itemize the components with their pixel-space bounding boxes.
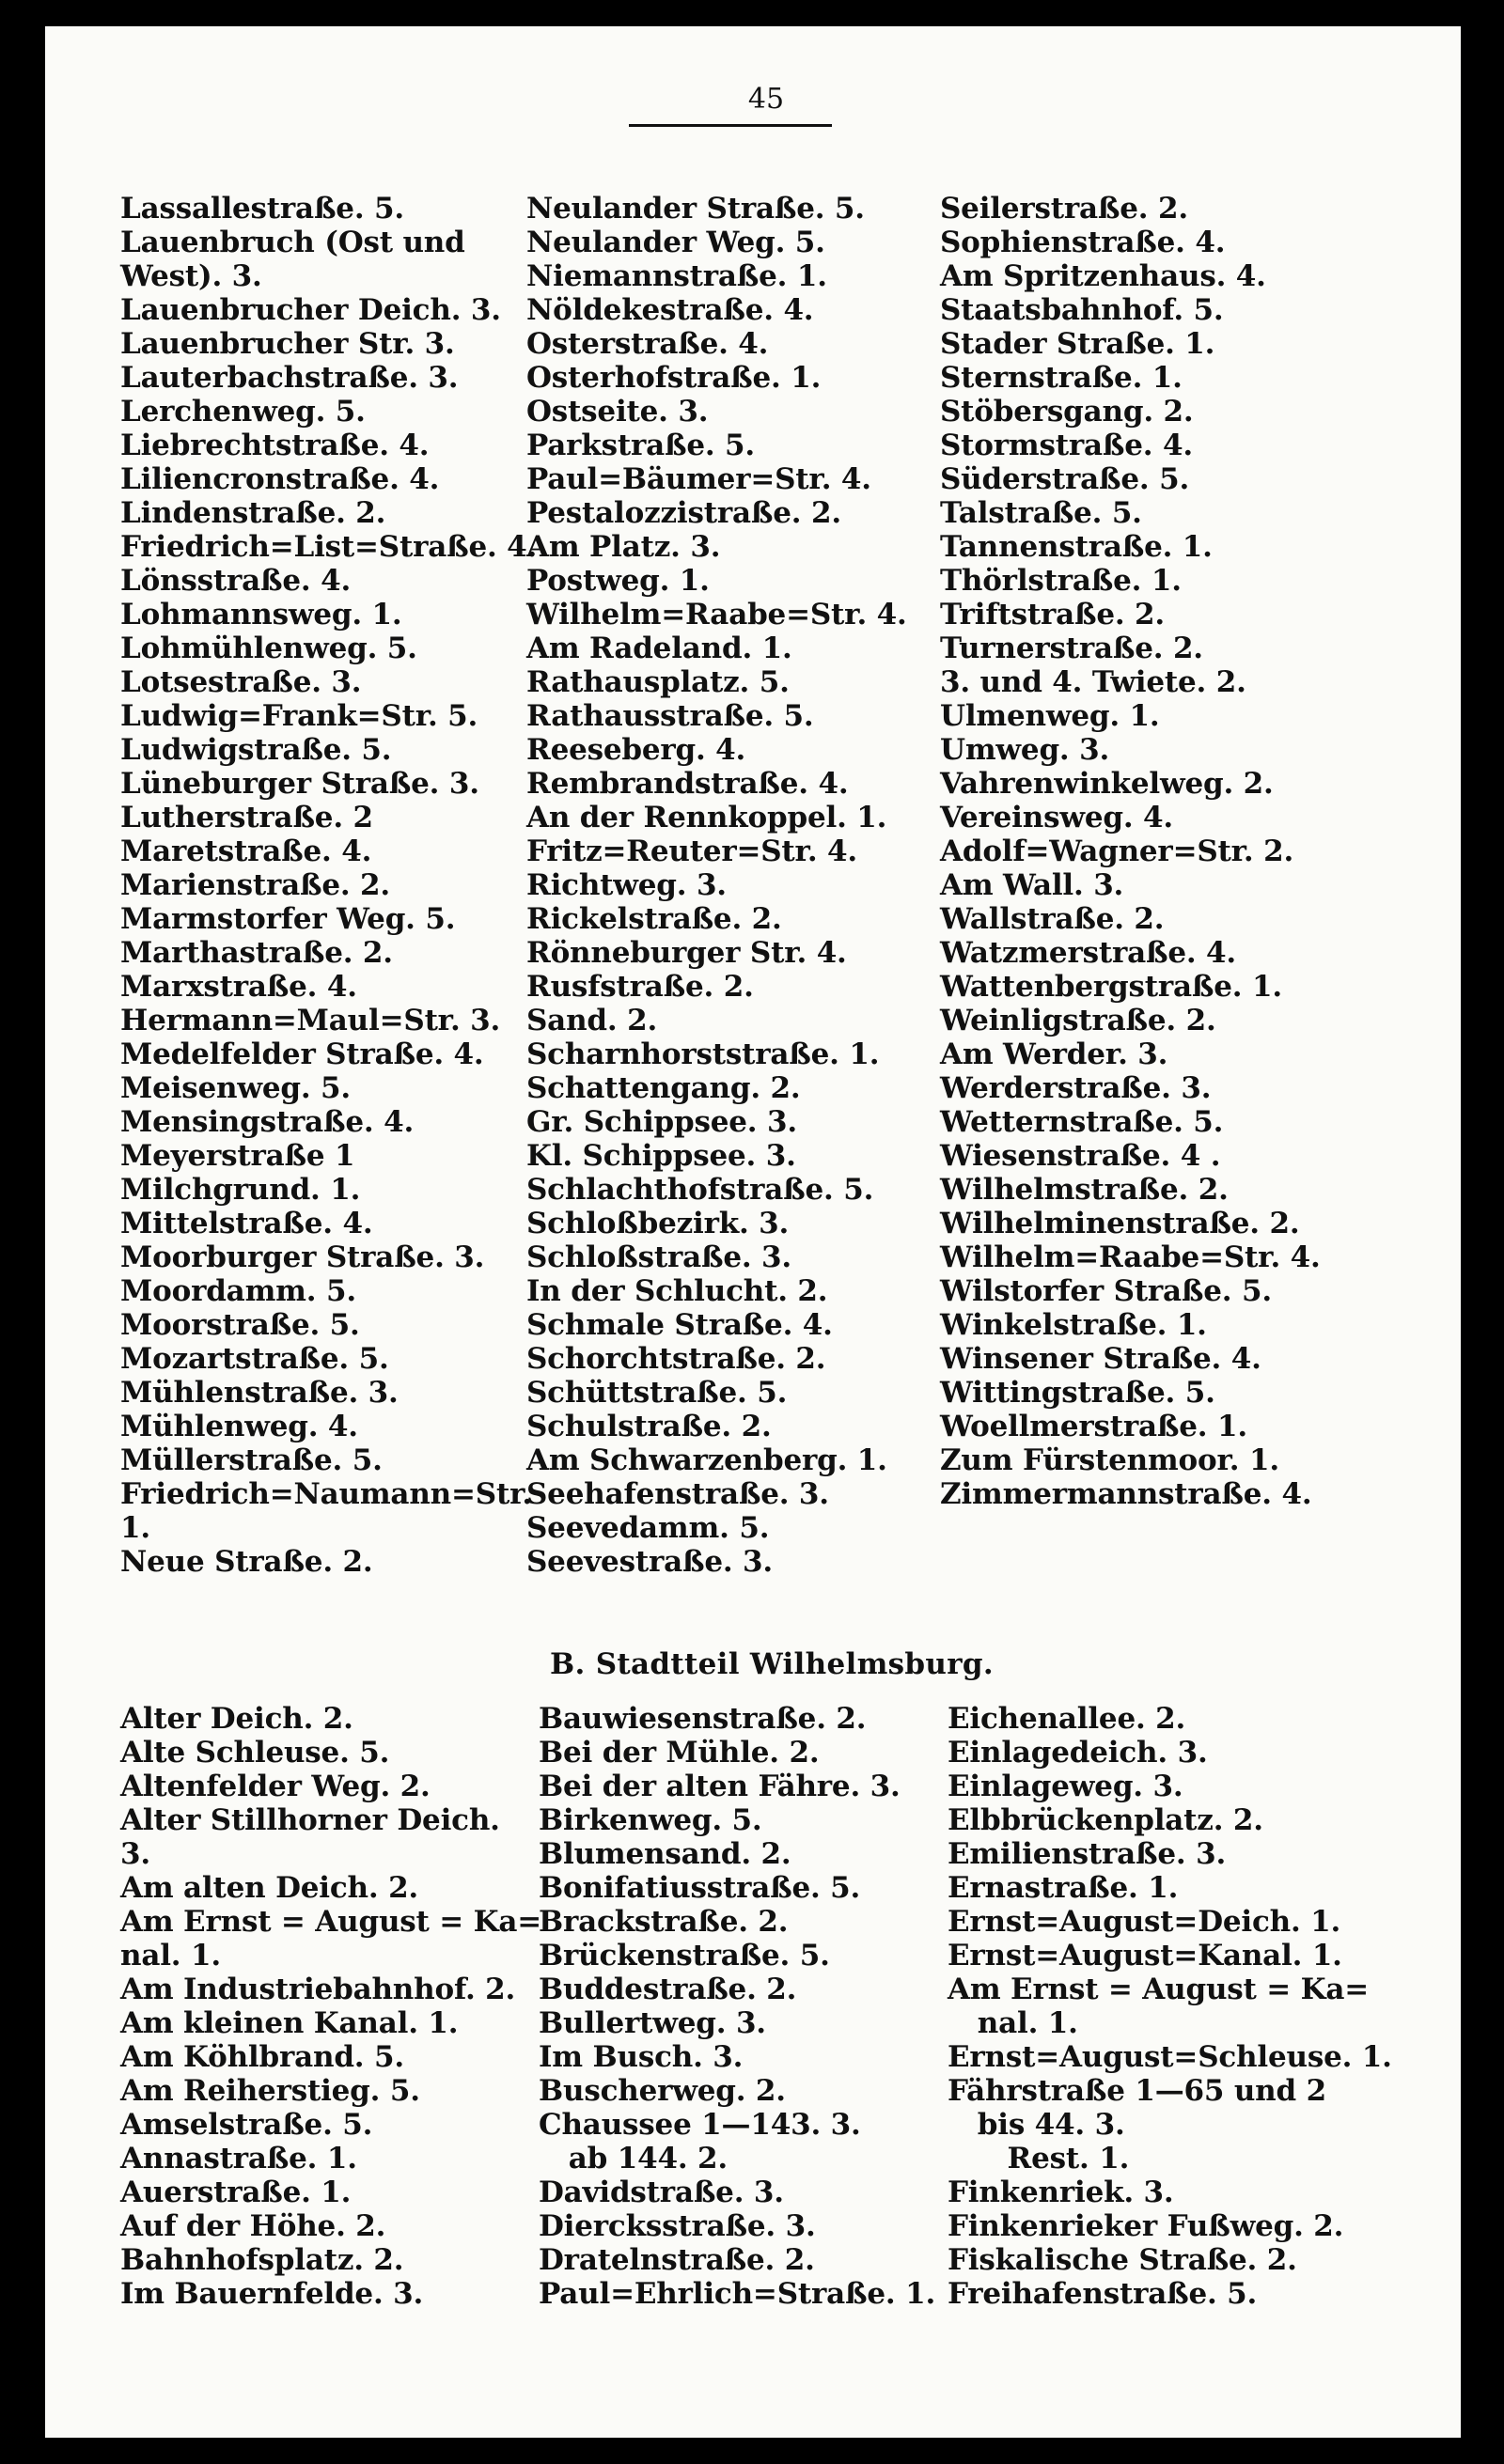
street-entry: Wilhelm=Raabe=Str. 4. bbox=[526, 598, 907, 632]
street-entry: Moorstraße. 5. bbox=[120, 1308, 360, 1342]
street-entry: Bauwiesenstraße. 2. bbox=[539, 1702, 867, 1736]
street-entry: Kl. Schippsee. 3. bbox=[526, 1139, 796, 1173]
street-entry: Rusfstraße. 2. bbox=[526, 970, 754, 1004]
street-entry: Meyerstraße 1 bbox=[120, 1139, 355, 1173]
street-entry: bis 44. 3. bbox=[948, 2108, 1125, 2142]
street-entry: Liebrechtstraße. 4. bbox=[120, 429, 430, 462]
street-entry: nal. 1. bbox=[948, 2006, 1078, 2040]
book-page bbox=[45, 26, 1461, 2438]
street-entry: Vahrenwinkelweg. 2. bbox=[940, 767, 1274, 801]
street-entry: Winsener Straße. 4. bbox=[940, 1342, 1261, 1376]
street-entry: Lönsstraße. 4. bbox=[120, 564, 352, 598]
street-entry: Osterstraße. 4. bbox=[526, 327, 769, 361]
street-entry: Lohmannsweg. 1. bbox=[120, 598, 402, 632]
street-entry: Lassallestraße. 5. bbox=[120, 192, 404, 226]
street-entry: Müllerstraße. 5. bbox=[120, 1443, 383, 1477]
street-entry: In der Schlucht. 2. bbox=[526, 1274, 828, 1308]
street-entry: Bahnhofsplatz. 2. bbox=[120, 2243, 404, 2277]
street-entry: Altenfelder Weg. 2. bbox=[120, 1770, 431, 1803]
street-entry: ab 144. 2. bbox=[539, 2142, 728, 2175]
street-entry: nal. 1. bbox=[120, 1939, 221, 1973]
street-entry: Watzmerstraße. 4. bbox=[940, 936, 1237, 970]
street-entry: Ernst=August=Deich. 1. bbox=[948, 1905, 1341, 1939]
street-entry: Lauenbrucher Str. 3. bbox=[120, 327, 455, 361]
street-entry: Mittelstraße. 4. bbox=[120, 1207, 373, 1240]
street-entry: Diercksstraße. 3. bbox=[539, 2209, 816, 2243]
street-entry: Schorchtstraße. 2. bbox=[526, 1342, 826, 1376]
street-entry: Schulstraße. 2. bbox=[526, 1410, 772, 1443]
street-entry: Blumensand. 2. bbox=[539, 1837, 791, 1871]
street-entry: Tannenstraße. 1. bbox=[940, 530, 1213, 564]
page-number-rule bbox=[629, 124, 832, 127]
street-entry: Wallstraße. 2. bbox=[940, 902, 1165, 936]
street-entry: Parkstraße. 5. bbox=[526, 429, 755, 462]
street-entry: Ernst=August=Schleuse. 1. bbox=[948, 2040, 1392, 2074]
street-entry: Ulmenweg. 1. bbox=[940, 699, 1160, 733]
street-entry: Am Spritzenhaus. 4. bbox=[940, 259, 1266, 293]
street-entry: Schmale Straße. 4. bbox=[526, 1308, 833, 1342]
street-entry: Bonifatiusstraße. 5. bbox=[539, 1871, 861, 1905]
street-entry: Fiskalische Straße. 2. bbox=[948, 2243, 1297, 2277]
street-entry: 1. bbox=[120, 1511, 150, 1545]
street-entry: Werderstraße. 3. bbox=[940, 1071, 1212, 1105]
section-a-column-3 bbox=[940, 192, 1429, 1511]
street-entry: Weinligstraße. 2. bbox=[940, 1004, 1216, 1037]
street-entry: Vereinsweg. 4. bbox=[940, 801, 1173, 834]
street-entry: Am Köhlbrand. 5. bbox=[120, 2040, 404, 2074]
street-entry: Hermann=Maul=Str. 3. bbox=[120, 1004, 501, 1037]
section-heading-wilhelmsburg: B. Stadtteil Wilhelmsburg. bbox=[550, 1647, 994, 1681]
street-entry: Im Bauernfelde. 3. bbox=[120, 2277, 424, 2311]
street-entry: Rest. 1. bbox=[948, 2142, 1130, 2175]
street-entry: Reeseberg. 4. bbox=[526, 733, 746, 767]
street-entry: Turnerstraße. 2. bbox=[940, 632, 1203, 665]
section-a-column-2 bbox=[526, 192, 978, 1579]
street-entry: Einlagedeich. 3. bbox=[948, 1736, 1208, 1770]
street-entry: Freihafenstraße. 5. bbox=[948, 2277, 1258, 2311]
street-entry: Lauenbrucher Deich. 3. bbox=[120, 293, 501, 327]
street-entry: Ernastraße. 1. bbox=[948, 1871, 1179, 1905]
street-entry: Lutherstraße. 2 bbox=[120, 801, 373, 834]
street-entry: Wattenbergstraße. 1. bbox=[940, 970, 1282, 1004]
street-entry: Wetternstraße. 5. bbox=[940, 1105, 1224, 1139]
street-entry: Zimmermannstraße. 4. bbox=[940, 1477, 1312, 1511]
street-entry: Alter Stillhorner Deich. bbox=[120, 1803, 500, 1837]
street-entry: Richtweg. 3. bbox=[526, 868, 727, 902]
street-entry: Wittingstraße. 5. bbox=[940, 1376, 1215, 1410]
street-entry: Moordamm. 5. bbox=[120, 1274, 356, 1308]
street-entry: Zum Fürstenmoor. 1. bbox=[940, 1443, 1279, 1477]
street-entry: Brückenstraße. 5. bbox=[539, 1939, 830, 1973]
section-b-column-1 bbox=[120, 1702, 543, 2311]
street-entry: Scharnhorststraße. 1. bbox=[526, 1037, 880, 1071]
street-entry: Emilienstraße. 3. bbox=[948, 1837, 1227, 1871]
street-entry: Thörlstraße. 1. bbox=[940, 564, 1182, 598]
street-entry: Marthastraße. 2. bbox=[120, 936, 393, 970]
street-entry: Medelfelder Straße. 4. bbox=[120, 1037, 484, 1071]
street-entry: Elbbrückenplatz. 2. bbox=[948, 1803, 1263, 1837]
street-entry: Birkenweg. 5. bbox=[539, 1803, 762, 1837]
street-entry: Winkelstraße. 1. bbox=[940, 1308, 1207, 1342]
street-entry: Schloßbezirk. 3. bbox=[526, 1207, 790, 1240]
street-entry: Davidstraße. 3. bbox=[539, 2175, 784, 2209]
street-entry: Postweg. 1. bbox=[526, 564, 710, 598]
street-entry: Am Reiherstieg. 5. bbox=[120, 2074, 420, 2108]
street-entry: Am alten Deich. 2. bbox=[120, 1871, 419, 1905]
street-entry: Bullertweg. 3. bbox=[539, 2006, 766, 2040]
street-entry: Marxstraße. 4. bbox=[120, 970, 357, 1004]
street-entry: Lindenstraße. 2. bbox=[120, 496, 386, 530]
street-entry: Schloßstraße. 3. bbox=[526, 1240, 792, 1274]
section-a-column-1 bbox=[120, 192, 543, 1579]
street-entry: Ludwigstraße. 5. bbox=[120, 733, 392, 767]
street-entry: Seehafenstraße. 3. bbox=[526, 1477, 829, 1511]
street-entry: West). 3. bbox=[120, 259, 262, 293]
street-entry: Mühlenstraße. 3. bbox=[120, 1376, 399, 1410]
street-entry: Lohmühlenweg. 5. bbox=[120, 632, 417, 665]
street-entry: Lerchenweg. 5. bbox=[120, 395, 366, 429]
street-entry: Wilstorfer Straße. 5. bbox=[940, 1274, 1272, 1308]
street-entry: Woellmerstraße. 1. bbox=[940, 1410, 1247, 1443]
street-entry: Auf der Höhe. 2. bbox=[120, 2209, 386, 2243]
street-entry: Rathausstraße. 5. bbox=[526, 699, 814, 733]
street-entry: Umweg. 3. bbox=[940, 733, 1110, 767]
street-entry: Niemannstraße. 1. bbox=[526, 259, 827, 293]
street-entry: Bei der Mühle. 2. bbox=[539, 1736, 820, 1770]
street-entry: Ludwig=Frank=Str. 5. bbox=[120, 699, 478, 733]
street-entry: Dratelnstraße. 2. bbox=[539, 2243, 815, 2277]
street-entry: Chaussee 1—143. 3. bbox=[539, 2108, 861, 2142]
street-entry: Schlachthofstraße. 5. bbox=[526, 1173, 874, 1207]
street-entry: Im Busch. 3. bbox=[539, 2040, 744, 2074]
street-entry: Finkenrieker Fußweg. 2. bbox=[948, 2209, 1344, 2243]
street-entry: Nöldekestraße. 4. bbox=[526, 293, 814, 327]
street-entry: Stormstraße. 4. bbox=[940, 429, 1193, 462]
street-entry: Mozartstraße. 5. bbox=[120, 1342, 389, 1376]
page-number: 45 bbox=[747, 83, 785, 116]
street-entry: Triftstraße. 2. bbox=[940, 598, 1165, 632]
street-entry: Lüneburger Straße. 3. bbox=[120, 767, 479, 801]
street-entry: Adolf=Wagner=Str. 2. bbox=[940, 834, 1294, 868]
street-entry: Rathausplatz. 5. bbox=[526, 665, 790, 699]
section-b-column-2 bbox=[539, 1702, 980, 2311]
street-entry: Ostseite. 3. bbox=[526, 395, 709, 429]
street-entry: Stöbersgang. 2. bbox=[940, 395, 1194, 429]
street-entry: Stader Straße. 1. bbox=[940, 327, 1215, 361]
street-entry: Eichenallee. 2. bbox=[948, 1702, 1186, 1736]
street-entry: Finkenriek. 3. bbox=[948, 2175, 1174, 2209]
street-entry: Neue Straße. 2. bbox=[120, 1545, 373, 1579]
street-entry: Süderstraße. 5. bbox=[940, 462, 1190, 496]
street-entry: Rickelstraße. 2. bbox=[526, 902, 782, 936]
street-entry: Seevestraße. 3. bbox=[526, 1545, 773, 1579]
street-entry: Neulander Weg. 5. bbox=[526, 226, 825, 259]
street-entry: Seevedamm. 5. bbox=[526, 1511, 770, 1545]
street-entry: Wilhelminenstraße. 2. bbox=[940, 1207, 1300, 1240]
street-entry: Paul=Ehrlich=Straße. 1. bbox=[539, 2277, 936, 2311]
street-entry: Wilhelmstraße. 2. bbox=[940, 1173, 1229, 1207]
street-entry: Am Industriebahnhof. 2. bbox=[120, 1973, 516, 2006]
street-entry: Moorburger Straße. 3. bbox=[120, 1240, 485, 1274]
street-entry: Am kleinen Kanal. 1. bbox=[120, 2006, 459, 2040]
street-entry: Wilhelm=Raabe=Str. 4. bbox=[940, 1240, 1321, 1274]
street-entry: Amselstraße. 5. bbox=[120, 2108, 373, 2142]
street-entry: Schüttstraße. 5. bbox=[526, 1376, 788, 1410]
street-entry: Fährstraße 1—65 und 2 bbox=[948, 2074, 1326, 2108]
street-entry: 3. bbox=[120, 1837, 150, 1871]
street-entry: Mühlenweg. 4. bbox=[120, 1410, 358, 1443]
street-entry: Buddestraße. 2. bbox=[539, 1973, 797, 2006]
street-entry: Am Ernst = August = Ka= bbox=[120, 1905, 542, 1939]
street-entry: Bei der alten Fähre. 3. bbox=[539, 1770, 901, 1803]
street-entry: Sand. 2. bbox=[526, 1004, 658, 1037]
street-entry: Sternstraße. 1. bbox=[940, 361, 1183, 395]
street-entry: Friedrich=List=Straße. 4. bbox=[120, 530, 538, 564]
street-entry: Annastraße. 1. bbox=[120, 2142, 357, 2175]
street-entry: An der Rennkoppel. 1. bbox=[526, 801, 887, 834]
street-entry: Brackstraße. 2. bbox=[539, 1905, 789, 1939]
street-entry: Lauenbruch (Ost und bbox=[120, 226, 465, 259]
street-entry: Auerstraße. 1. bbox=[120, 2175, 352, 2209]
street-entry: Einlageweg. 3. bbox=[948, 1770, 1183, 1803]
street-entry: Liliencronstraße. 4. bbox=[120, 462, 440, 496]
street-entry: Meisenweg. 5. bbox=[120, 1071, 351, 1105]
street-entry: Seilerstraße. 2. bbox=[940, 192, 1188, 226]
street-entry: Fritz=Reuter=Str. 4. bbox=[526, 834, 857, 868]
street-entry: Neulander Straße. 5. bbox=[526, 192, 865, 226]
street-entry: Alte Schleuse. 5. bbox=[120, 1736, 390, 1770]
street-entry: Alter Deich. 2. bbox=[120, 1702, 353, 1736]
street-entry: Lauterbachstraße. 3. bbox=[120, 361, 459, 395]
street-entry: Ernst=August=Kanal. 1. bbox=[948, 1939, 1342, 1973]
street-entry: Milchgrund. 1. bbox=[120, 1173, 361, 1207]
street-entry: Pestalozzistraße. 2. bbox=[526, 496, 841, 530]
street-entry: Friedrich=Naumann=Str. bbox=[120, 1477, 532, 1511]
street-entry: Marmstorfer Weg. 5. bbox=[120, 902, 456, 936]
street-entry: Mensingstraße. 4. bbox=[120, 1105, 415, 1139]
street-entry: Am Wall. 3. bbox=[940, 868, 1124, 902]
street-entry: Gr. Schippsee. 3. bbox=[526, 1105, 797, 1139]
street-entry: Wiesenstraße. 4 . bbox=[940, 1139, 1221, 1173]
street-entry: Am Radeland. 1. bbox=[526, 632, 792, 665]
street-entry: Am Platz. 3. bbox=[526, 530, 721, 564]
street-entry: Am Werder. 3. bbox=[940, 1037, 1168, 1071]
street-entry: 3. und 4. Twiete. 2. bbox=[940, 665, 1246, 699]
street-entry: Paul=Bäumer=Str. 4. bbox=[526, 462, 871, 496]
street-entry: Osterhofstraße. 1. bbox=[526, 361, 822, 395]
street-entry: Schattengang. 2. bbox=[526, 1071, 801, 1105]
street-entry: Staatsbahnhof. 5. bbox=[940, 293, 1224, 327]
street-entry: Rembrandstraße. 4. bbox=[526, 767, 849, 801]
street-entry: Marienstraße. 2. bbox=[120, 868, 390, 902]
street-entry: Rönneburger Str. 4. bbox=[526, 936, 847, 970]
street-entry: Lotsestraße. 3. bbox=[120, 665, 362, 699]
street-entry: Sophienstraße. 4. bbox=[940, 226, 1226, 259]
street-entry: Am Schwarzenberg. 1. bbox=[526, 1443, 887, 1477]
section-b-column-3 bbox=[948, 1702, 1436, 2311]
street-entry: Buscherweg. 2. bbox=[539, 2074, 786, 2108]
street-entry: Am Ernst = August = Ka= bbox=[948, 1973, 1370, 2006]
street-entry: Talstraße. 5. bbox=[940, 496, 1142, 530]
street-entry: Maretstraße. 4. bbox=[120, 834, 372, 868]
